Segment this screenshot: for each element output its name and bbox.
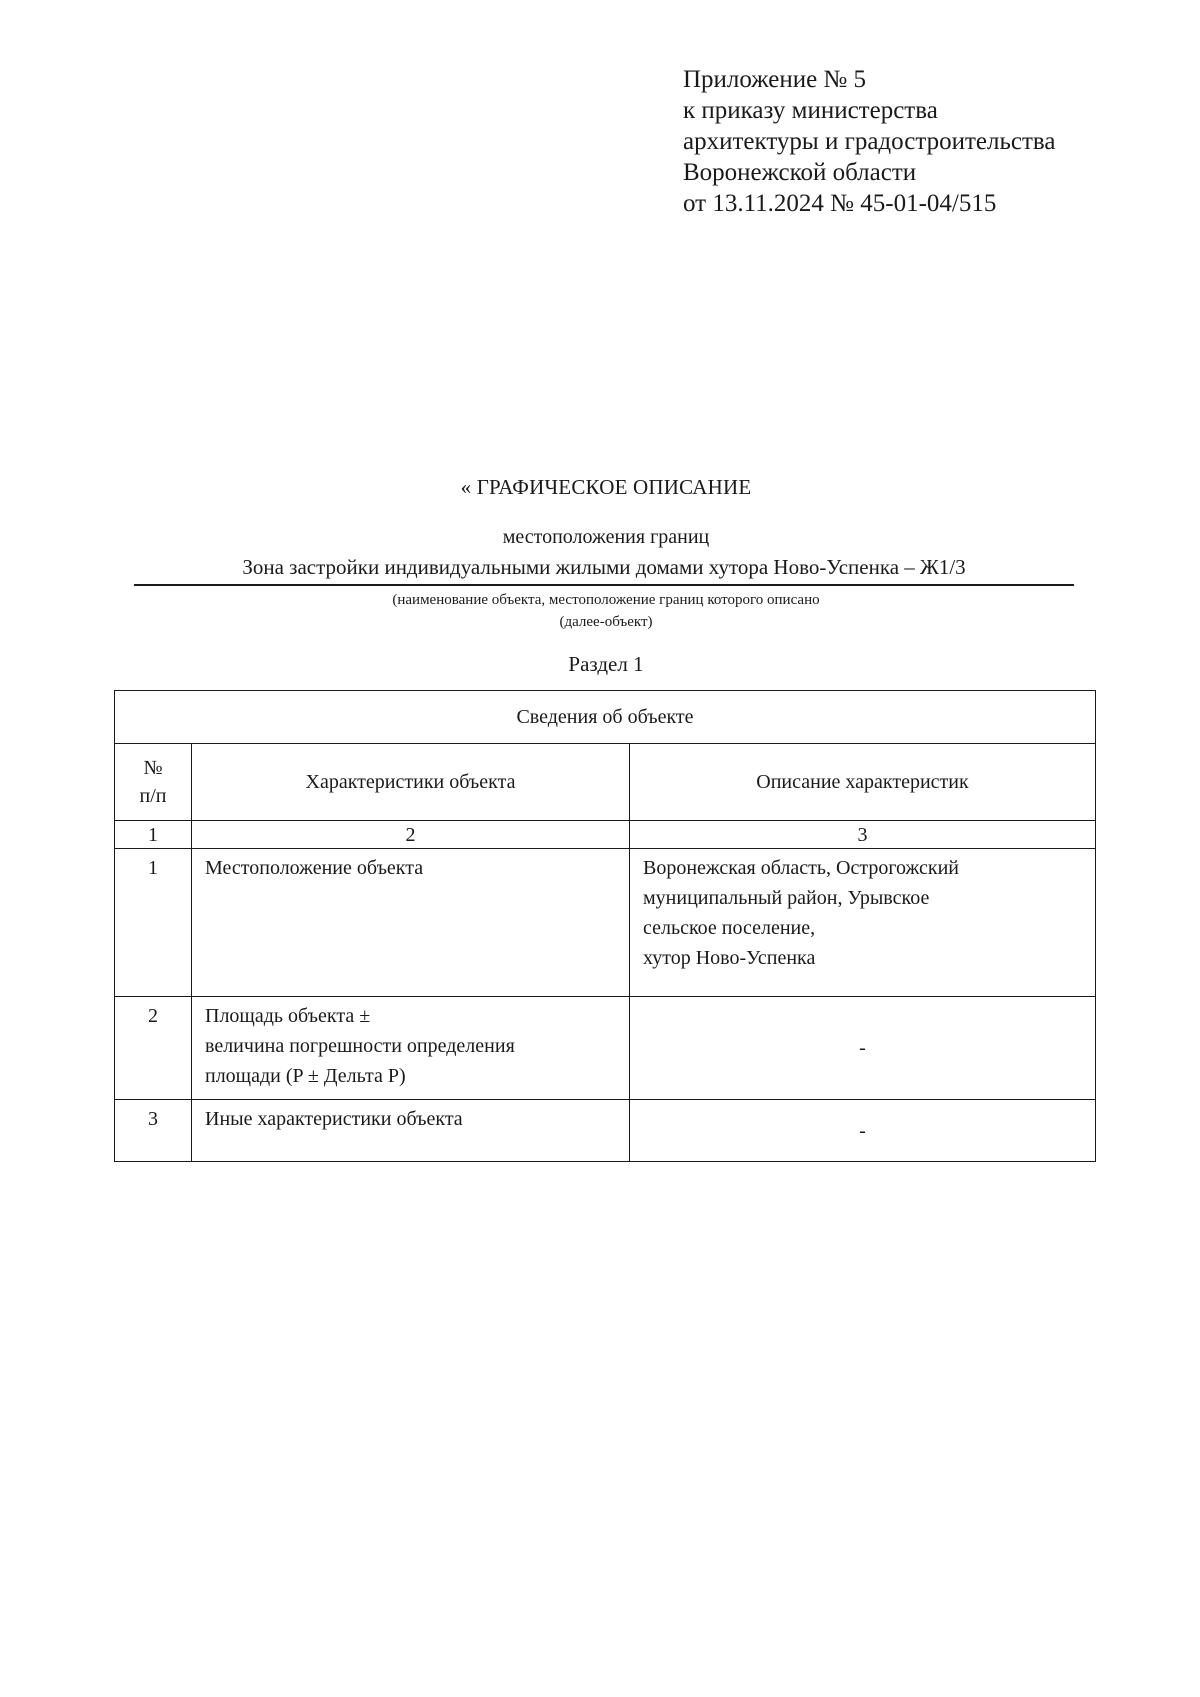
appendix-line: Приложение № 5 <box>683 66 867 93</box>
header-description: Описание характеристик <box>630 744 1096 821</box>
row-number: 3 <box>115 1100 192 1162</box>
section-title: Раздел 1 <box>568 652 644 676</box>
object-note-line: (наименование объекта, местоположение границ которого описано <box>392 592 820 608</box>
row-description: - <box>630 997 1096 1100</box>
row-number: 2 <box>115 997 192 1100</box>
object-name: Зона застройки индивидуальными жилыми домами хутора Ново-Успенка – Ж1/3 <box>134 555 1074 586</box>
row-characteristic: Иные характеристики объекта <box>192 1100 630 1162</box>
column-index: 2 <box>192 821 630 849</box>
object-note <box>0 589 1200 633</box>
document-subtitle: местоположения границ <box>502 526 710 548</box>
row-number: 1 <box>115 849 192 997</box>
table-row <box>115 1100 1096 1162</box>
object-info-table <box>114 690 1096 1162</box>
description-line: муниципальный район, Урывское <box>643 887 930 909</box>
characteristic-line: величина погрешности определения <box>205 1035 515 1057</box>
row-description <box>630 849 1096 997</box>
column-index: 3 <box>630 821 1096 849</box>
object-note-line: (далее-объект) <box>559 614 653 630</box>
row-description: - <box>630 1100 1096 1162</box>
table-index-row <box>115 821 1096 849</box>
header-number-symbol: № <box>143 757 163 779</box>
characteristic-line: площади (P ± Дельта P) <box>205 1065 406 1087</box>
table-header-row <box>115 744 1096 821</box>
description-line: сельское поселение, <box>643 917 816 939</box>
appendix-line: Воронежской области <box>683 159 917 186</box>
header-characteristics: Характеристики объекта <box>192 744 630 821</box>
appendix-header <box>683 64 1055 219</box>
appendix-line: от 13.11.2024 № 45-01-04/515 <box>683 190 997 217</box>
description-line: Воронежская область, Острогожский <box>643 857 959 879</box>
table-row <box>115 997 1096 1100</box>
table-row <box>115 849 1096 997</box>
characteristic-line: Площадь объекта ± <box>205 1005 371 1027</box>
table-caption: Сведения об объекте <box>115 691 1096 744</box>
row-characteristic <box>192 997 630 1100</box>
appendix-line: архитектуры и градостроительства <box>683 128 1056 155</box>
row-characteristic: Местоположение объекта <box>192 849 630 997</box>
header-number-abbr: п/п <box>139 785 167 807</box>
header-number <box>115 744 192 821</box>
appendix-line: к приказу министерства <box>683 97 938 124</box>
table-caption-row <box>115 691 1096 744</box>
column-index: 1 <box>115 821 192 849</box>
document-title: « ГРАФИЧЕСКОЕ ОПИСАНИЕ <box>460 475 752 499</box>
description-line: хутор Ново-Успенка <box>643 947 816 969</box>
